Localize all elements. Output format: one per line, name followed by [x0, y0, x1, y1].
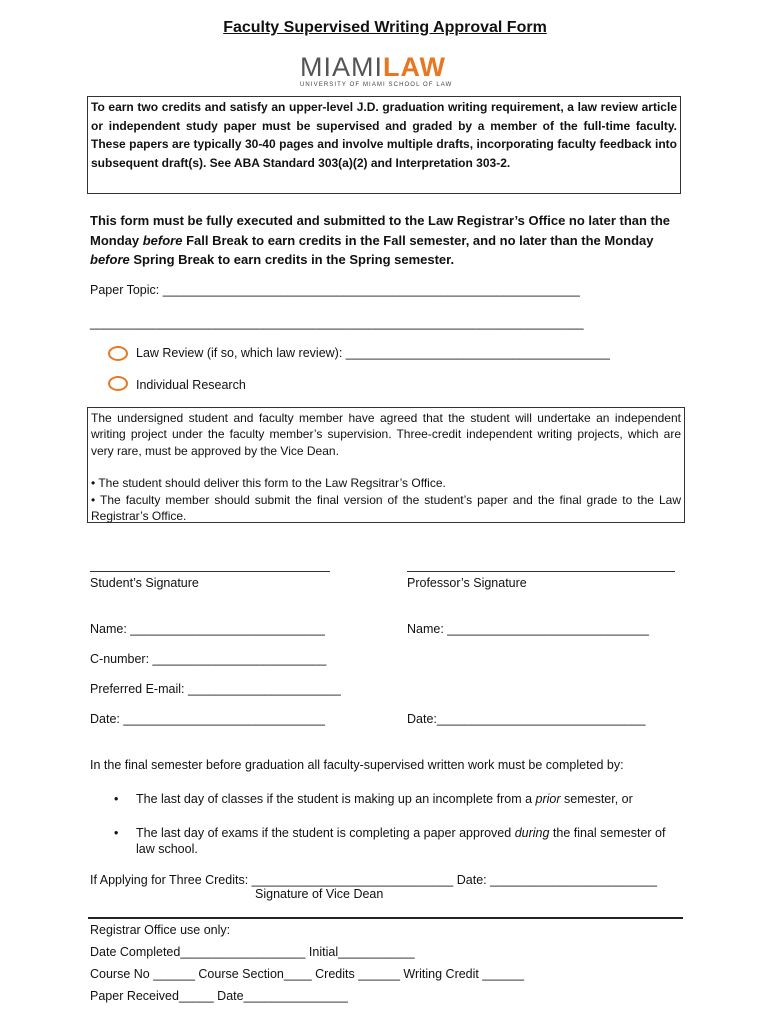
intro-box: To earn two credits and satisfy an upper-level J.D. graduation writing requirement, a law review article or independent study paper must be supervised and graded by a member of the full-time faculty. These papers are typically 30-40 pages and involve multiple drafts, incorporating faculty feedback into subsequent draft(s). See ABA Standard 303(a)(2) and Interpretation 303-2. [87, 96, 681, 194]
agreement-box [87, 407, 685, 523]
student-cnumber-field[interactable]: C-number: _________________________ [90, 652, 327, 666]
paper-topic-line [90, 283, 580, 297]
logo-subtitle: UNIVERSITY OF MIAMI SCHOOL OF LAW [300, 82, 453, 88]
bullet-icon: • [114, 826, 119, 840]
student-name-field[interactable]: Name: ____________________________ [90, 622, 325, 636]
form-title: Faculty Supervised Writing Approval Form [223, 19, 547, 36]
law-review-option [136, 346, 610, 360]
professor-signature-label: Professor’s Signature [407, 576, 527, 590]
registrar-divider [88, 917, 683, 919]
agreement-bullet-1: • The student should deliver this form to the Law Regsitrar’s Office. [91, 476, 446, 491]
paper-topic-field-2[interactable]: _______________________________________________________________________ [90, 316, 584, 330]
logo-wordmark [300, 52, 446, 82]
vice-dean-signature-field[interactable]: _____________________________ [251, 873, 454, 887]
student-signature-field[interactable] [90, 571, 330, 572]
individual-research-label: Individual Research [136, 378, 246, 392]
vice-dean-caption: Signature of Vice Dean [255, 887, 384, 901]
student-signature-label: Student’s Signature [90, 576, 199, 590]
registrar-date-completed[interactable]: Date Completed__________________ Initial___________ [90, 945, 415, 959]
professor-name-field[interactable]: Name: _____________________________ [407, 622, 649, 636]
student-date-field[interactable]: Date: _____________________________ [90, 712, 325, 726]
law-review-label: Law Review (if so, which law review): [136, 346, 346, 360]
three-credits-line [90, 873, 657, 887]
agreement-paragraph: The undersigned student and faculty member have agreed that the student will undertake an independent writing project under the faculty member’s supervision. Three-credit independent writing projects, which are very rare, must be approved by the Vice Dean. [91, 411, 681, 458]
final-semester-intro: In the final semester before graduation all faculty-supervised written work must be completed by: [90, 758, 624, 772]
student-email-field[interactable]: Preferred E-mail: ______________________ [90, 682, 341, 696]
professor-date-field[interactable]: Date:______________________________ [407, 712, 646, 726]
deadline-notice: This form must be fully executed and submitted to the Law Registrar’s Office no later than the Monday before Fall Break to earn credits in the Fall semester, and no later than the Monday before Spring Break to earn credits in the Spring semester. [90, 213, 671, 267]
three-credits-label: If Applying for Three Credits: [90, 873, 252, 887]
final-semester-bullet-2: The last day of exams if the student is completing a paper approved during the final semester of law school. [136, 826, 666, 856]
logo-miami: MIAMI [300, 52, 383, 82]
agreement-bullet-2: • The faculty member should submit the final version of the student’s paper and the final grade to the Law Registrar’s Office. [91, 492, 681, 524]
paper-topic-field[interactable]: ____________________________________________________________ [162, 283, 580, 297]
miami-law-logo [300, 52, 453, 92]
vice-dean-date-field[interactable]: Date: ________________________ [453, 873, 657, 887]
law-review-field[interactable]: ______________________________________ [345, 346, 610, 360]
paper-topic-label: Paper Topic: [90, 283, 163, 297]
logo-law: LAW [383, 52, 446, 82]
bullet-icon: • [114, 792, 119, 806]
registrar-heading: Registrar Office use only: [90, 923, 231, 937]
final-semester-bullet-1: The last day of classes if the student is making up an incomplete from a prior semester, or [136, 792, 633, 806]
individual-research-radio[interactable] [108, 376, 128, 391]
registrar-course-line[interactable]: Course No ______ Course Section____ Credits ______ Writing Credit ______ [90, 967, 525, 981]
law-review-radio[interactable] [108, 346, 128, 361]
registrar-paper-received[interactable]: Paper Received_____ Date_______________ [90, 989, 348, 1003]
professor-signature-field[interactable] [407, 571, 675, 572]
